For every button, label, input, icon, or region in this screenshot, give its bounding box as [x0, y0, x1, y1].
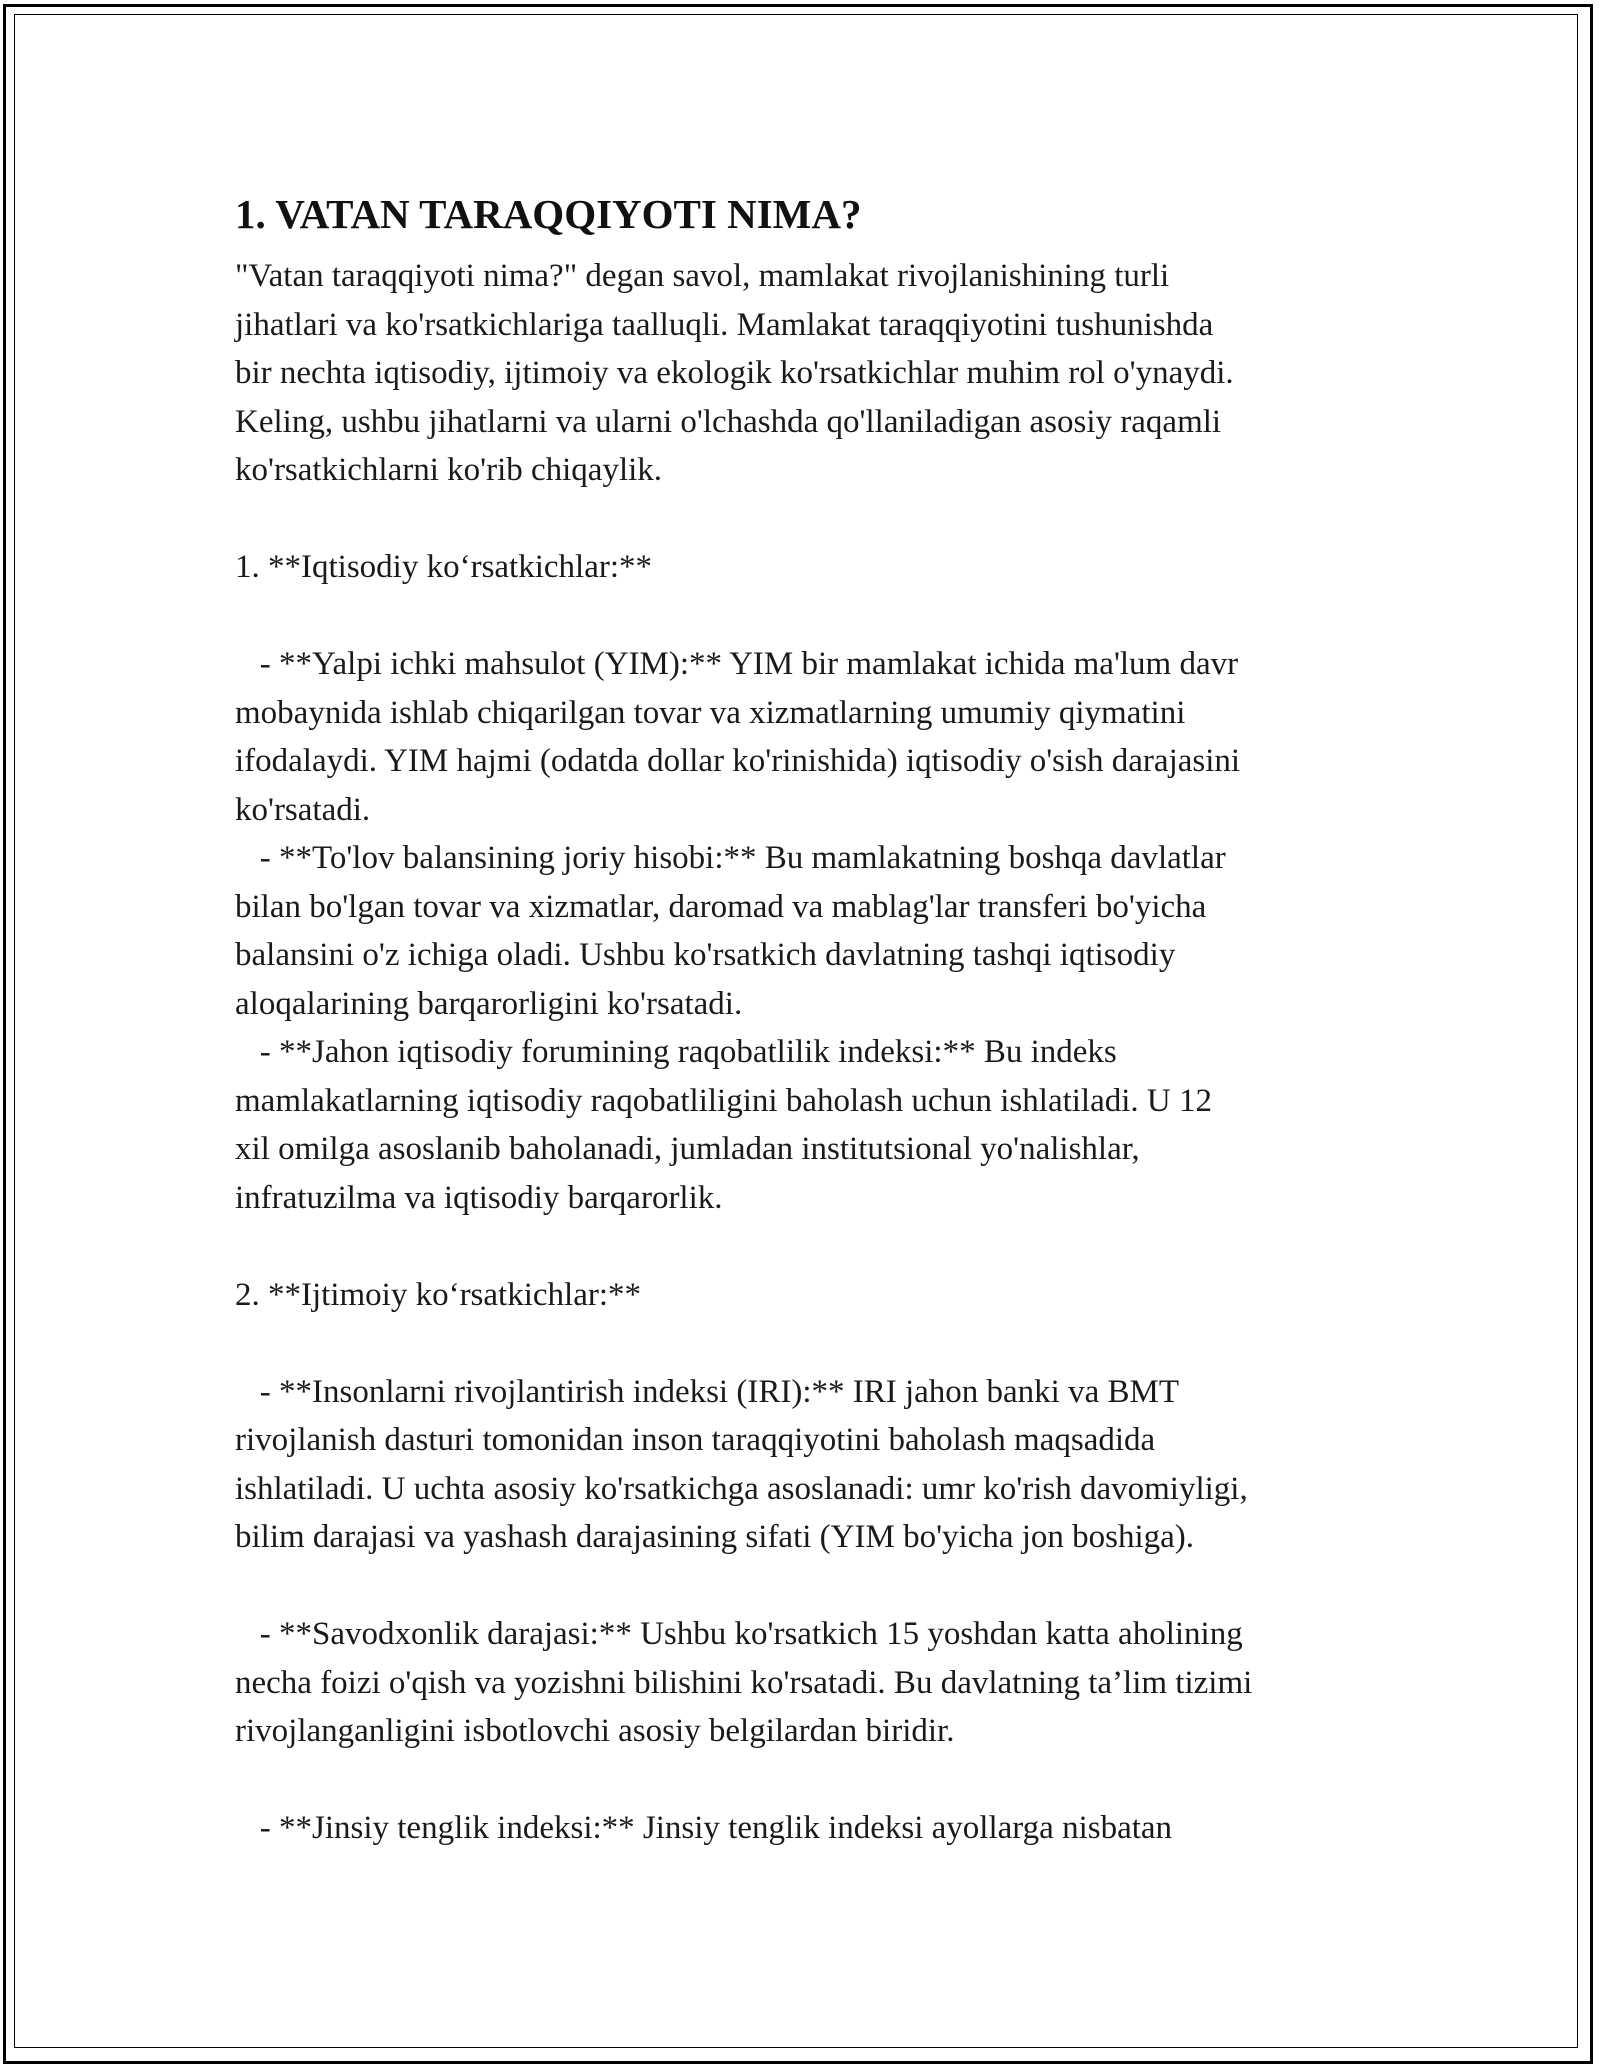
text-line: necha foizi o'qish va yozishni bilishini ko'rsatadi. Bu davlatning ta’lim tizimi — [235, 1664, 1253, 1701]
text-line: jihatlari va ko'rsatkichlariga taalluqli. Mamlakat taraqqiyotini tushunishda — [235, 306, 1214, 343]
list-item-literacy: - **Savodxonlik darajasi:** Ushbu ko'rsatkich 15 yoshdan katta aholining — [235, 1616, 1243, 1652]
blank-line — [235, 1319, 1415, 1368]
text-line: xil omilga asoslanib baholanadi, jumladan institutsional yo'nalishlar, — [235, 1131, 1140, 1167]
blank-line — [235, 1562, 1415, 1611]
blank-line — [235, 592, 1415, 641]
text-line: ko'rsatadi. — [235, 791, 371, 828]
section-heading-social: 2. **Ijtimoiy ko‘rsatkichlar:** — [235, 1276, 642, 1313]
blank-line — [235, 495, 1415, 544]
text-line: rivojlanish dasturi tomonidan inson taraqqiyotini baholash maqsadida — [235, 1422, 1156, 1458]
text-line: bilan bo'lgan tovar va xizmatlar, daromad va mablag'lar transferi bo'yicha — [235, 888, 1207, 925]
text-line: mamlakatlarning iqtisodiy raqobatliligini baholash uchun ishlatiladi. U 12 — [235, 1082, 1212, 1119]
text-line: bilim darajasi va yashash darajasining sifati (YIM bo'yicha jon boshiga). — [235, 1519, 1195, 1555]
list-item-hdi: - **Insonlarni rivojlantirish indeksi (IRI):** IRI jahon banki va BMT — [235, 1373, 1180, 1410]
text-line: infratuzilma va iqtisodiy barqarorlik. — [235, 1179, 723, 1216]
text-line: ko'rsatkichlarni ko'rib chiqaylik. — [235, 452, 663, 488]
text-line: bir nechta iqtisodiy, ijtimoiy va ekologik ko'rsatkichlar muhim rol o'ynaydi. — [235, 355, 1234, 391]
document-body — [235, 185, 1415, 1853]
list-item-gdp: - **Yalpi ichki mahsulot (YIM):** YIM bir mamlakat ichida ma'lum davr — [235, 646, 1239, 682]
text-line: balansini o'z ichiga oladi. Ushbu ko'rsatkich davlatning tashqi iqtisodiy — [235, 937, 1176, 973]
text-line: mobaynida ishlab chiqarilgan tovar va xizmatlarning umumiy qiymatini — [235, 694, 1186, 731]
text-line: ishlatiladi. U uchta asosiy ko'rsatkichga asoslanadi: umr ko'rish davomiyligi, — [235, 1470, 1248, 1507]
text-line: Keling, ushbu jihatlarni va ularni o'lchashda qo'llaniladigan asosiy raqamli — [235, 403, 1222, 440]
text-line: rivojlanganligini isbotlovchi asosiy belgilardan biridir. — [235, 1713, 955, 1749]
document-title: 1. VATAN TARAQQIYOTI NIMA? — [235, 191, 862, 237]
list-item-gender-equality: - **Jinsiy tenglik indeksi:** Jinsiy tenglik indeksi ayollarga nisbatan — [235, 1810, 1173, 1846]
list-item-competitiveness-index: - **Jahon iqtisodiy forumining raqobatlilik indeksi:** Bu indeks — [235, 1034, 1117, 1070]
section-heading-economic: 1. **Iqtisodiy ko‘rsatkichlar:** — [235, 549, 653, 585]
text-line: ifodalaydi. YIM hajmi (odatda dollar ko'rinishida) iqtisodiy o'sish darajasini — [235, 743, 1241, 779]
document-text — [235, 252, 1415, 1853]
blank-line — [235, 1222, 1415, 1271]
list-item-current-account: - **To'lov balansining joriy hisobi:** Bu mamlakatning boshqa davlatlar — [235, 840, 1226, 876]
text-line: "Vatan taraqqiyoti nima?" degan savol, mamlakat rivojlanishining turli — [235, 258, 1170, 294]
text-line: aloqalarining barqarorligini ko'rsatadi. — [235, 985, 743, 1022]
blank-line — [235, 1756, 1415, 1805]
